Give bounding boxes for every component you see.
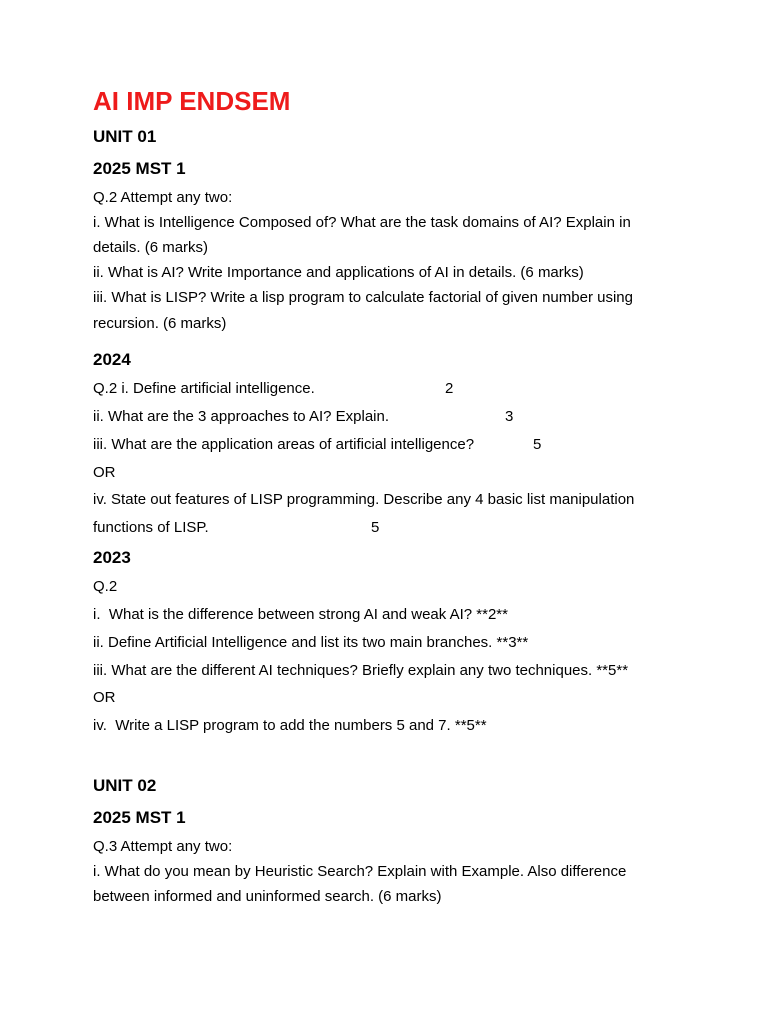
question-line: ii. Define Artificial Intelligence and list its two main branches. **3** <box>93 634 529 651</box>
question-line: iii. What is LISP? Write a lisp program to calculate factorial of given number using <box>93 289 633 306</box>
question-line: iv. Write a LISP program to add the numbers 5 and 7. **5** <box>93 717 487 734</box>
question-line: Q.2 i. Define artificial intelligence. <box>93 380 315 397</box>
question-line: i. What is Intelligence Composed of? What are the task domains of AI? Explain in <box>93 214 631 231</box>
section-heading: 2023 <box>93 548 131 567</box>
question-line: iii. What are the application areas of artificial intelligence? <box>93 436 475 453</box>
question-line: Q.3 Attempt any two: <box>93 838 233 855</box>
question-line: Q.2 <box>93 578 118 595</box>
or-separator: OR <box>93 464 116 481</box>
question-line: Q.2 Attempt any two: <box>93 189 233 206</box>
section-heading: 2024 <box>93 350 131 369</box>
question-line: ii. What are the 3 approaches to AI? Explain. <box>93 408 390 425</box>
document-title: AI IMP ENDSEM <box>93 86 291 116</box>
section-heading: 2025 MST 1 <box>93 159 186 178</box>
question-line: i. What do you mean by Heuristic Search? Explain with Example. Also difference <box>93 863 627 880</box>
unit-heading: UNIT 01 <box>93 127 157 146</box>
question-line: ii. What is AI? Write Importance and applications of AI in details. (6 marks) <box>93 264 584 281</box>
marks-value: 5 <box>533 436 542 453</box>
question-line: functions of LISP. <box>93 519 209 536</box>
question-line: details. (6 marks) <box>93 239 209 256</box>
question-line: iii. What are the different AI techniques? Briefly explain any two techniques. **5** <box>93 662 629 679</box>
question-line: iv. State out features of LISP programming. Describe any 4 basic list manipulation <box>93 491 635 508</box>
marks-value: 2 <box>445 380 454 397</box>
question-line: between informed and uninformed search. (6 marks) <box>93 888 442 905</box>
marks-value: 3 <box>505 408 514 425</box>
question-line: recursion. (6 marks) <box>93 315 227 332</box>
unit-heading: UNIT 02 <box>93 776 157 795</box>
marks-value: 5 <box>371 519 380 536</box>
question-line: i. What is the difference between strong AI and weak AI? **2** <box>93 606 508 623</box>
or-separator: OR <box>93 689 116 706</box>
section-heading: 2025 MST 1 <box>93 808 186 827</box>
